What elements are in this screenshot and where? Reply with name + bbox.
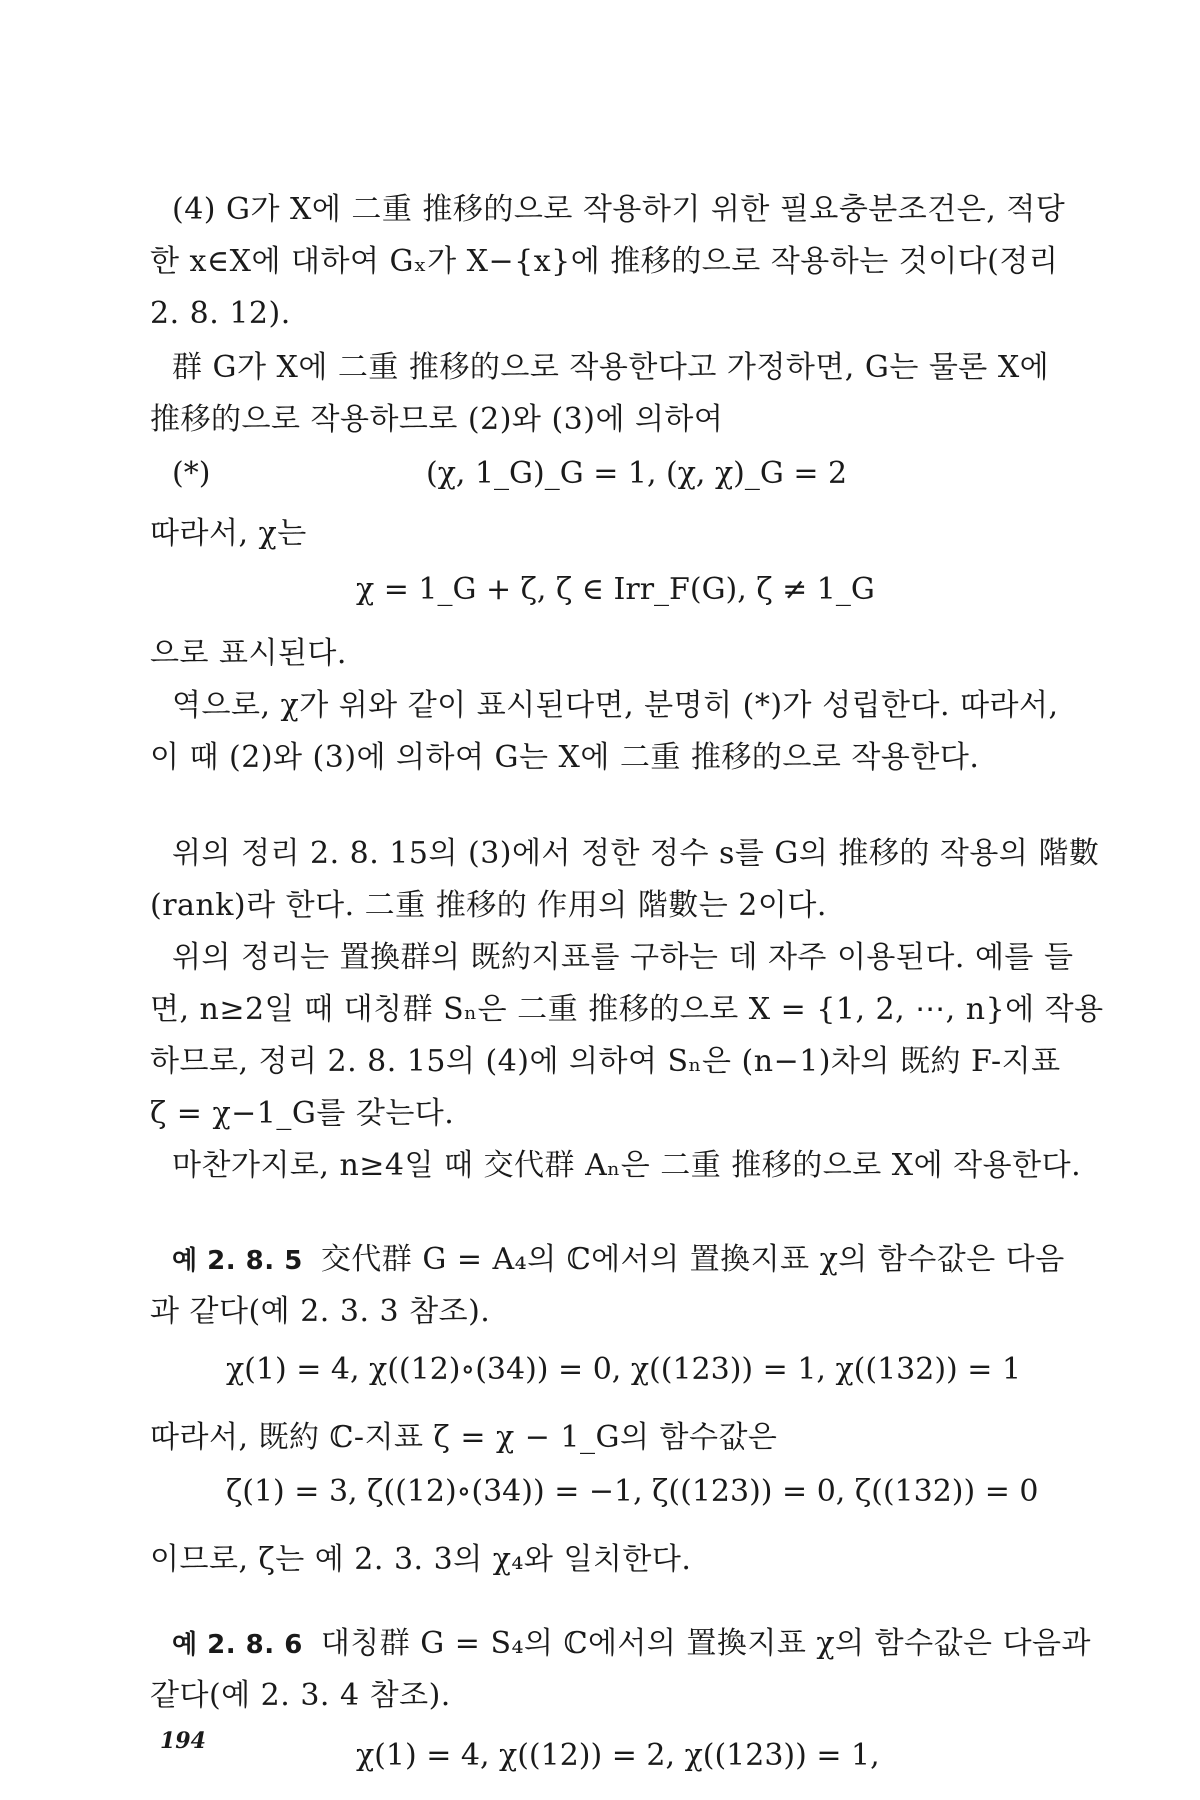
- example-2-8-5-equation-1: χ(1) = 4, χ((12)∘(34)) = 0, χ((123)) = 1, χ((132)) = 1: [226, 1352, 1022, 1387]
- usage-line-1: 위의 정리는 置換群의 既約지표를 구하는 데 자주 이용된다. 예를 들: [172, 940, 1074, 975]
- example-2-8-5-label: 예 2. 8. 5: [172, 1246, 303, 1276]
- page-number: 194: [160, 1728, 206, 1754]
- rank-line-1: 위의 정리 2. 8. 15의 (3)에서 정한 정수 s를 G의 推移的 작용의 階數: [172, 836, 1100, 871]
- example-2-8-5-conclusion: 이므로, ζ는 예 2. 3. 3의 χ₄와 일치한다.: [150, 1542, 692, 1577]
- example-2-8-6-label: 예 2. 8. 6: [172, 1630, 303, 1660]
- equation-chi: χ = 1_G + ζ, ζ ∈ Irr_F(G), ζ ≠ 1_G: [356, 572, 875, 607]
- proof-line-2: 推移的으로 작용하므로 (2)와 (3)에 의하여: [150, 402, 724, 437]
- example-2-8-6-text: 대칭群 G = S₄의 ℂ에서의 置換지표 χ의 함수값은 다음과: [320, 1626, 1092, 1661]
- alternating-line: 마찬가지로, n≥4일 때 交代群 Aₙ은 二重 推移的으로 X에 작용한다.: [172, 1148, 1082, 1183]
- equation-star: (χ, 1_G)_G = 1, (χ, χ)_G = 2: [426, 456, 848, 491]
- proof-line-1: 群 G가 X에 二重 推移的으로 작용한다고 가정하면, G는 물론 X에: [172, 350, 1050, 385]
- example-2-8-5-therefore: 따라서, 既約 ℂ-지표 ζ = χ − 1_G의 함수값은: [150, 1420, 778, 1455]
- example-2-8-5-line-1: [172, 1234, 1072, 1287]
- rank-line-2: (rank)라 한다. 二重 推移的 作用의 階數는 2이다.: [150, 888, 827, 923]
- converse-line-2: 이 때 (2)와 (3)에 의하여 G는 X에 二重 推移的으로 작용한다.: [150, 740, 980, 775]
- therefore-line: 따라서, χ는: [150, 516, 307, 551]
- example-2-8-6-line-1: [172, 1618, 1092, 1671]
- example-2-8-5-equation-2: ζ(1) = 3, ζ((12)∘(34)) = −1, ζ((123)) = 0, ζ((132)) = 0: [226, 1474, 1039, 1509]
- converse-line-1: 역으로, χ가 위와 같이 표시된다면, 분명히 (*)가 성립한다. 따라서,: [172, 688, 1059, 723]
- example-2-8-5-line-2: 과 같다(예 2. 3. 3 참조).: [150, 1294, 491, 1329]
- example-2-8-6-equation-1: χ(1) = 4, χ((12)) = 2, χ((123)) = 1,: [356, 1738, 880, 1773]
- example-2-8-6-line-2: 같다(예 2. 3. 4 참조).: [150, 1678, 451, 1713]
- usage-line-4: ζ = χ−1_G를 갖는다.: [150, 1096, 455, 1131]
- example-2-8-5-text: 交代群 G = A₄의 ℂ에서의 置換지표 χ의 함수값은 다음: [320, 1242, 1065, 1277]
- equation-star-label: (*): [172, 456, 211, 491]
- item-4-line-3: 2. 8. 12).: [150, 296, 291, 331]
- representation-line: 으로 표시된다.: [150, 636, 347, 671]
- item-4-line-2: 한 x∈X에 대하여 Gₓ가 X−{x}에 推移的으로 작용하는 것이다(정리: [150, 244, 1059, 279]
- usage-line-2: 면, n≥2일 때 대칭群 Sₙ은 二重 推移的으로 X = {1, 2, ⋯, n}에 작용: [150, 992, 1104, 1027]
- item-4-line-1: (4) G가 X에 二重 推移的으로 작용하기 위한 필요충분조건은, 적당: [172, 192, 1066, 227]
- usage-line-3: 하므로, 정리 2. 8. 15의 (4)에 의하여 Sₙ은 (n−1)차의 既約 F-지표: [150, 1044, 1061, 1079]
